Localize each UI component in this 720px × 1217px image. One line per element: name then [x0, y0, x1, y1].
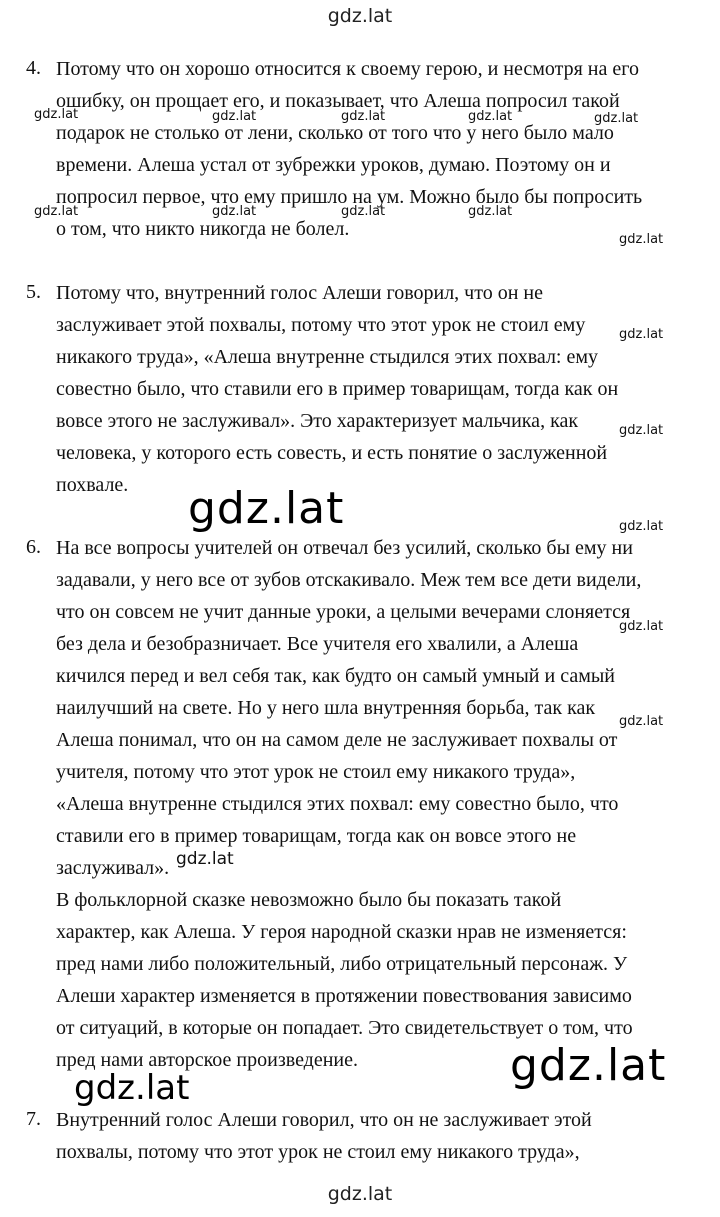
answer-line: времени. Алеша устал от зубрежки уроков, думаю. Поэтому он и	[56, 154, 611, 176]
answer-line: без дела и безобразничает. Все учителя его хвалили, а Алеша	[56, 633, 579, 655]
watermark: gdz.lat	[619, 327, 664, 342]
answer-line: похвале.	[56, 474, 129, 496]
answer-line: Потому что, внутренний голос Алеши говорил, что он не	[56, 282, 544, 304]
answer-line: заслуживал».	[56, 857, 170, 879]
watermark: gdz.lat	[619, 619, 664, 634]
answer-line: учителя, потому что этот урок не стоил ему никакого труда»,	[56, 761, 576, 783]
answer-line: «Алеша внутренне стыдился этих похвал: ему совестно было, что	[56, 793, 619, 815]
answer-line: что он совсем не учит данные уроки, а целыми вечерами слоняется	[56, 601, 631, 623]
answer-line: наилучший на свете. Но у него шла внутренняя борьба, так как	[56, 697, 596, 719]
answer-line: характер, как Алеша. У героя народной сказки нрав не изменяется:	[56, 921, 627, 943]
answer-line: никакого труда», «Алеша внутренне стыдился этих похвал: ему	[56, 346, 599, 368]
answer-line: заслуживает этой похвалы, потому что этот урок не стоил ему	[56, 314, 586, 336]
watermark-large: gdz.lat	[510, 1040, 667, 1091]
watermark: gdz.lat	[468, 204, 513, 219]
answer-line: пред нами либо положительный, либо отрицательный персонаж. У	[56, 953, 628, 975]
answer-number: 7.	[26, 1108, 41, 1130]
answer-line: человека, у которого есть совесть, и есть понятие о заслуженной	[56, 442, 608, 464]
watermark-large: gdz.lat	[74, 1068, 190, 1108]
answer-line: вовсе этого не заслуживал». Это характеризует мальчика, как	[56, 410, 579, 432]
answer-line: подарок не столько от лени, сколько от того что у него было мало	[56, 122, 614, 144]
answer-line: о том, что никто никогда не болел.	[56, 218, 350, 240]
answer-line: ставили его в пример товарищам, тогда как он вовсе этого не	[56, 825, 577, 847]
watermark: gdz.lat	[34, 107, 79, 122]
watermark: gdz.lat	[594, 111, 639, 126]
watermark: gdz.lat	[176, 849, 234, 869]
answer-line: На все вопросы учителей он отвечал без усилий, сколько бы ему ни	[56, 537, 633, 559]
answer-line: Потому что он хорошо относится к своему герою, и несмотря на его	[56, 58, 639, 80]
answer-line: совестно было, что ставили его в пример товарищам, тогда как он	[56, 378, 619, 400]
answer-number: 6.	[26, 536, 41, 558]
watermark: gdz.lat	[619, 423, 664, 438]
watermark-large: gdz.lat	[188, 483, 345, 534]
watermark: gdz.lat	[468, 109, 513, 124]
watermark: gdz.lat	[341, 109, 386, 124]
answer-line: от ситуаций, в которые он попадает. Это свидетельствует о том, что	[56, 1017, 633, 1039]
answer-number: 4.	[26, 57, 41, 79]
watermark: gdz.lat	[619, 232, 664, 247]
watermark: gdz.lat	[34, 204, 79, 219]
watermark: gdz.lat	[341, 204, 386, 219]
watermark: gdz.lat	[619, 519, 664, 534]
page-footer-watermark: gdz.lat	[327, 1183, 393, 1205]
answer-line: Алеши характер изменяется в протяжении повествования зависимо	[56, 985, 632, 1007]
answer-line: попросил первое, что ему пришло на ум. Можно было бы попросить	[56, 186, 643, 208]
answer-line: кичился перед и вел себя так, как будто он самый умный и самый	[56, 665, 615, 687]
watermark: gdz.lat	[212, 109, 257, 124]
page-header-watermark: gdz.lat	[327, 5, 393, 27]
answer-line: похвалы, потому что этот урок не стоил ему никакого труда»,	[56, 1141, 580, 1163]
answer-line: пред нами авторское произведение.	[56, 1049, 359, 1071]
answer-line: Алеша понимал, что он на самом деле не заслуживает похвалы от	[56, 729, 618, 751]
answer-line: ошибку, он прощает его, и показывает, что Алеша попросил такой	[56, 90, 620, 112]
watermark: gdz.lat	[619, 714, 664, 729]
answer-number: 5.	[26, 281, 41, 303]
answer-line: задавали, у него все от зубов отскакивало. Меж тем все дети видели,	[56, 569, 642, 591]
answer-line: Внутренний голос Алеши говорил, что он не заслуживает этой	[56, 1109, 592, 1131]
watermark: gdz.lat	[212, 204, 257, 219]
answer-line: В фольклорной сказке невозможно было бы показать такой	[56, 889, 562, 911]
